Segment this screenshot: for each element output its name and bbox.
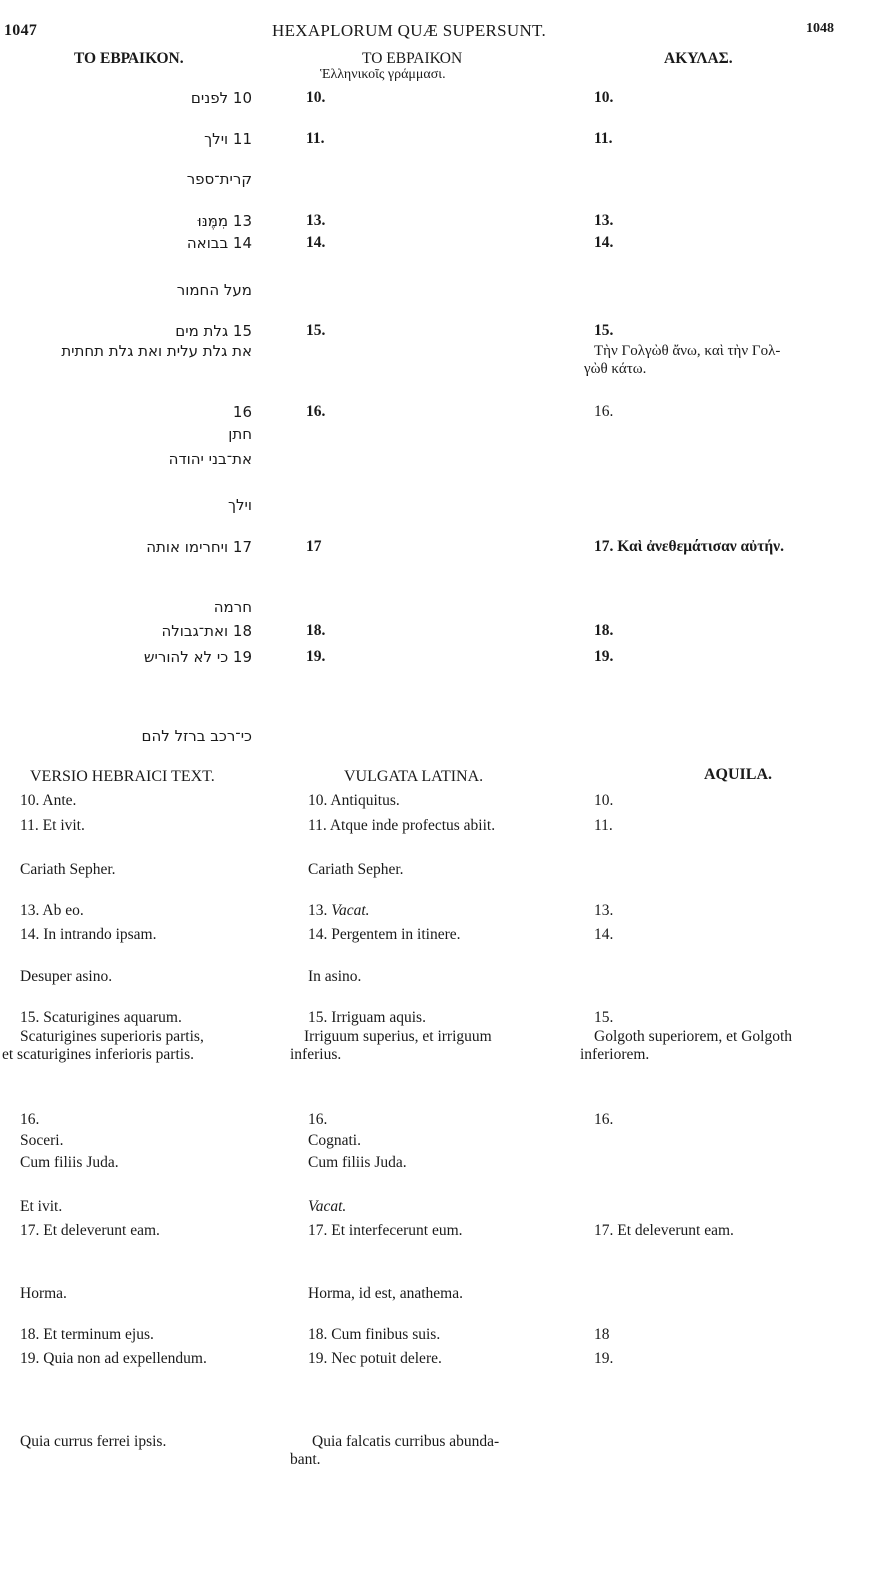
vulgata-line — [308, 902, 370, 920]
versio-line: Quia currus ferrei ipsis. — [20, 1433, 167, 1450]
versio-line: Soceri. — [20, 1132, 64, 1149]
vulgata-line: 10. Antiquitus. — [308, 792, 400, 809]
translit-verse: 15. — [306, 322, 326, 339]
hebrew-line: 13 מִמֶּנּוּ — [197, 212, 252, 230]
hebrew-line: כי־רכב ברזל להם — [141, 727, 252, 745]
translit-verse: 13. — [306, 212, 326, 229]
translit-verse: 14. — [306, 234, 326, 251]
versio-line: 19. Quia non ad expellendum. — [20, 1350, 207, 1367]
aquila-latin-line: 16. — [594, 1111, 614, 1128]
vulgata-line: 16. — [308, 1111, 328, 1128]
aquila-greek-line: 11. — [594, 130, 613, 147]
versio-line: 15. Scaturigines aquarum. — [20, 1009, 182, 1026]
hebrew-line: 16 — [232, 403, 252, 421]
versio-line: Scaturigines superioris partis, — [20, 1028, 204, 1045]
aquila-greek-line: Τὴν Γολγὼθ ἄνω, καὶ τὴν Γολ- — [594, 343, 781, 359]
hebrew-line: 15 גלת מים — [175, 322, 252, 340]
versio-line: Cum filiis Juda. — [20, 1154, 119, 1171]
translit-verse: 16. — [306, 403, 326, 420]
vulgata-line: bant. — [290, 1451, 321, 1468]
aquila-latin-line: 13. — [594, 902, 614, 919]
versio-line: Et ivit. — [20, 1198, 63, 1215]
vulgata-line: Horma, id est, anathema. — [308, 1285, 463, 1302]
aquila-greek-line: 14. — [594, 234, 614, 251]
vulgata-line: Quia falcatis curribus abunda- — [312, 1433, 500, 1450]
hebrew-line: 11 וילך — [204, 130, 252, 148]
aquila-latin-line: 15. — [594, 1009, 614, 1026]
aquila-latin-line: 14. — [594, 926, 614, 943]
vulgata-line: In asino. — [308, 968, 362, 985]
col-header-hebrew: ΤΟ ΕΒΡΑΙΚΟΝ. — [74, 50, 184, 67]
vulgata-line: 15. Irriguam aquis. — [308, 1009, 426, 1026]
aquila-greek-line: 13. — [594, 212, 614, 229]
hebrew-line: 17 ויחרימו אותה — [146, 538, 252, 556]
col-header-translit-sub: Ἑλληνικοῖς γράμμασι. — [320, 67, 446, 82]
aquila-greek-line: 19. — [594, 648, 614, 665]
running-title: HEXAPLORUM QUÆ SUPERSUNT. — [272, 21, 547, 40]
versio-line: 10. Ante. — [20, 792, 77, 809]
versio-line: 13. Ab eo. — [20, 902, 84, 919]
translit-verse: 18. — [306, 622, 326, 639]
versio-line: Horma. — [20, 1285, 67, 1302]
vulgata-line: 17. Et interfecerunt eum. — [308, 1222, 463, 1239]
aquila-latin-line: 11. — [594, 817, 613, 834]
vulgata-line: 11. Atque inde profectus abiit. — [308, 817, 496, 834]
aquila-greek-line: 17. Καὶ ἀνεθεμάτισαν αὐτήν. — [594, 538, 784, 555]
translit-verse: 11. — [306, 130, 325, 147]
aquila-latin-line: inferiorem. — [580, 1046, 650, 1063]
aquila-greek-line: γὼθ κάτω. — [584, 361, 647, 377]
aquila-greek-line: 18. — [594, 622, 614, 639]
versio-line: et scaturigines inferioris partis. — [2, 1046, 194, 1063]
translit-verse: 17 — [306, 538, 322, 555]
hebrew-line: קרית־ספר — [186, 170, 252, 188]
vulgata-line: Cognati. — [308, 1132, 361, 1149]
versio-line: 11. Et ivit. — [20, 817, 85, 834]
vulgata-line: inferius. — [290, 1046, 342, 1063]
versio-line: 14. In intrando ipsam. — [20, 926, 157, 943]
hebrew-line: מעל החמור — [176, 281, 252, 299]
versio-line: 16. — [20, 1111, 40, 1128]
aquila-greek-line: 16. — [594, 403, 614, 420]
translit-verse: 10. — [306, 89, 326, 106]
right-page-number: 1048 — [806, 21, 834, 36]
aquila-greek-line: 10. — [594, 89, 614, 106]
aquila-latin-line: 18 — [594, 1326, 610, 1343]
hebrew-line: 18 ואת־גבולה — [161, 622, 252, 640]
col-header-translit: ΤΟ ΕΒΡΑΙΚΟΝ — [362, 50, 463, 67]
hebrew-line: 14 בבואה — [186, 234, 252, 252]
hebrew-line: חתן — [228, 425, 252, 443]
vulgata-line: Cum filiis Juda. — [308, 1154, 407, 1171]
hebrew-line: את־בני יהודה — [168, 450, 252, 468]
aquila-latin-line: 19. — [594, 1350, 614, 1367]
vulgata-line: 18. Cum finibus suis. — [308, 1326, 441, 1343]
versio-line: Desuper asino. — [20, 968, 113, 985]
vulgata-line: Vacat. — [308, 1198, 347, 1215]
versio-line: 18. Et terminum ejus. — [20, 1326, 154, 1343]
col-header-aquila-greek: ΑΚΥΛΑΣ. — [664, 50, 733, 67]
vacat-label: Vacat. — [331, 902, 370, 919]
hebrew-line: וילך — [227, 496, 252, 514]
hebrew-line: 19 כי לא להוריש — [143, 648, 252, 666]
aquila-latin-line: 10. — [594, 792, 614, 809]
aquila-latin-line: 17. Et deleverunt eam. — [594, 1222, 734, 1239]
vulgata-line: 14. Pergentem in itinere. — [308, 926, 461, 943]
vulgata-line: Cariath Sepher. — [308, 861, 404, 878]
hebrew-line: 10 לפנים — [190, 89, 252, 107]
aquila-latin-line: Golgoth superiorem, et Golgoth — [594, 1028, 793, 1045]
col-header-versio: VERSIO HEBRAICI TEXT. — [30, 768, 215, 785]
vulgata-line: Irriguum superius, et irriguum — [304, 1028, 492, 1045]
translit-verse: 19. — [306, 648, 326, 665]
aquila-greek-line: 15. — [594, 322, 614, 339]
col-header-vulgata: VULGATA LATINA. — [344, 768, 484, 785]
hebrew-line: את גלת עלית ואת גלת תחתית — [61, 342, 252, 360]
vulgata-line: 19. Nec potuit delere. — [308, 1350, 442, 1367]
versio-line: 17. Et deleverunt eam. — [20, 1222, 160, 1239]
left-page-number: 1047 — [4, 22, 38, 39]
versio-line: Cariath Sepher. — [20, 861, 116, 878]
hebrew-line: חרמה — [213, 598, 252, 616]
col-header-aquila-latin: AQUILA. — [704, 766, 773, 783]
vulgata-verse-number: 13. — [308, 902, 332, 919]
